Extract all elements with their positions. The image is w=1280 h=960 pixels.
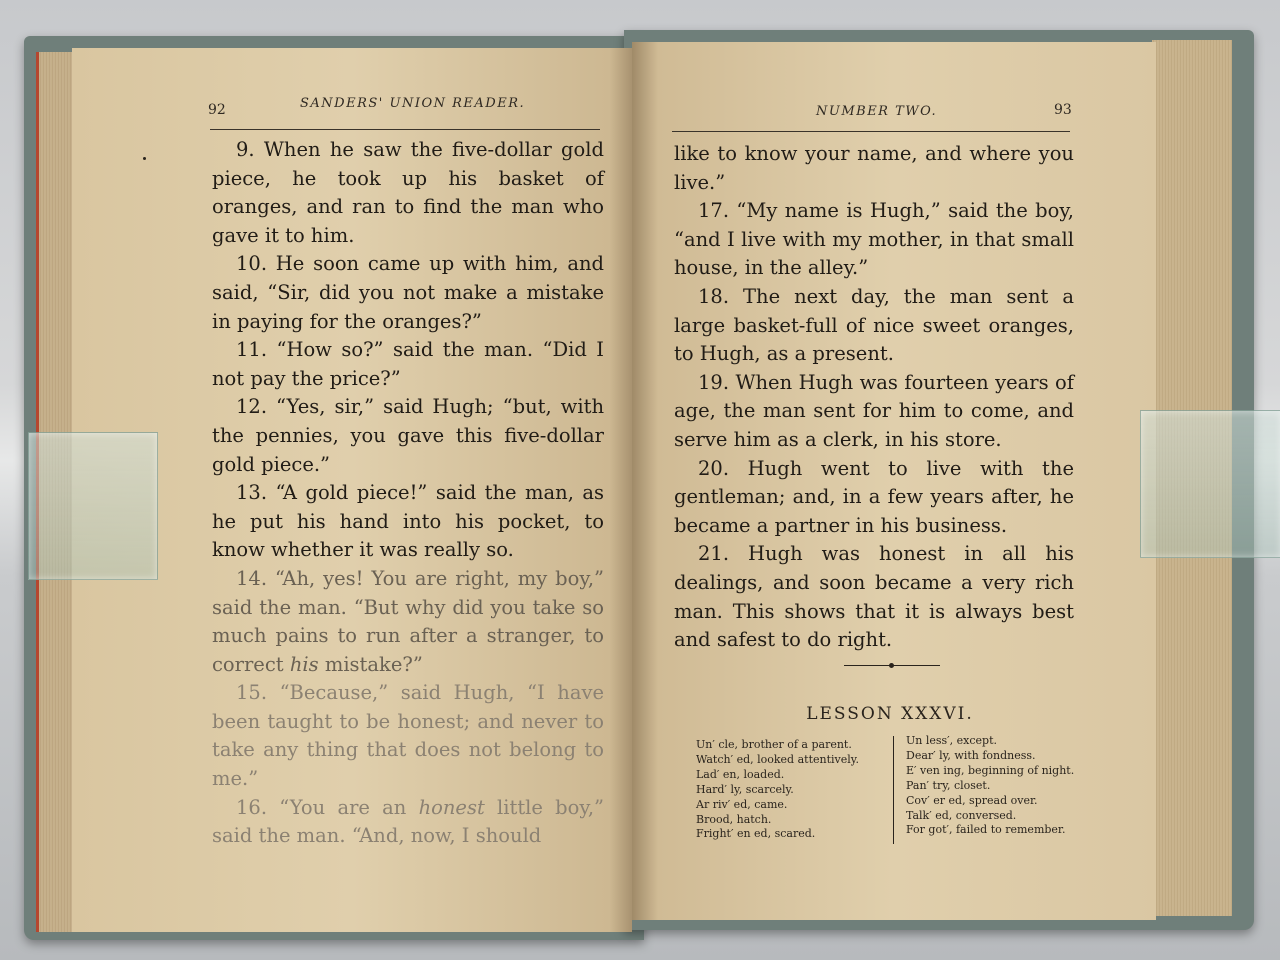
left-header-rule [210, 129, 600, 130]
ornament-dot [889, 663, 894, 668]
vocab-entry: Brood, hatch. [696, 812, 772, 826]
paragraph-14 [212, 565, 604, 679]
paragraph-9: 9. When he saw the five-dollar gold piece, he took up his basket of oranges, and ran to find the man who gave it to him. [212, 138, 604, 247]
vocab-entry: Talk′ ed, conversed. [906, 808, 1017, 822]
vocab-entry: For got′, failed to remember. [906, 823, 1066, 837]
vocab-entry: Cov′ er ed, spread over. [906, 793, 1038, 807]
vocab-entry: Hard′ ly, scarcely. [696, 782, 794, 796]
vocab-entry: Dear′ ly, with fondness. [906, 748, 1036, 762]
paragraph-12: 12. “Yes, sir,” said Hugh; “but, with the pennies, you gave this five-dollar gold piece.” [212, 395, 604, 476]
right-header-rule [672, 131, 1070, 132]
vocabulary-column-right [906, 734, 1074, 838]
vocab-entry: Fright′ en ed, scared. [696, 827, 816, 841]
paragraph-18: 18. The next day, the man sent a large basket-full of nice sweet oranges, to Hugh, as a present. [674, 284, 1074, 366]
right-running-head: NUMBER TWO. [816, 104, 938, 119]
lesson-title: LESSON XXXVI. [806, 704, 974, 724]
paragraph-21: 21. Hugh was honest in all his dealings, and soon became a very rich man. This shows that it is always best and safest to do right. [674, 542, 1074, 652]
paragraph-20: 20. Hugh went to live with the gentleman; and, in a few years after, he became a partner in his business. [674, 456, 1074, 537]
paragraph-16-emphasis: honest [418, 795, 485, 819]
paragraph-13: 13. “A gold piece!” said the man, as he put his hand into his pocket, to know whether it was really so. [212, 481, 604, 562]
right-page-number: 93 [1054, 102, 1072, 118]
vocab-entry: Pan′ try, closet. [906, 778, 991, 792]
vocab-entry: Un less′, except. [906, 734, 998, 747]
paragraph-14-emphasis: his [289, 652, 319, 676]
vocabulary-column-left [696, 738, 859, 842]
paragraph-14-part-b: mistake?” [318, 652, 423, 676]
glass-page-weight-right [1140, 410, 1280, 558]
left-body-text [212, 136, 604, 851]
right-body-text [674, 140, 1074, 655]
vocab-entry: Ar riv′ ed, came. [696, 797, 788, 811]
paragraph-10: 10. He soon came up with him, and said, “Sir, did you not make a mistake in paying for the oranges?” [212, 252, 604, 333]
vocab-entry: Watch′ ed, looked attentively. [696, 752, 860, 766]
section-ornament [844, 664, 940, 668]
glass-page-weight-left [28, 432, 158, 580]
left-running-head: SANDERS' UNION READER. [300, 96, 526, 111]
vocabulary-divider [893, 736, 894, 844]
paragraph-16-part-b: little boy,” said the man. “And, now, I should [212, 795, 604, 848]
vocab-entry: Lad′ en, loaded. [696, 767, 785, 781]
paragraph-14-part-a: 14. “Ah, yes! You are right, my boy,” said the man. “But why did you take so much pains to run after a stranger, to correct [212, 566, 604, 676]
paragraph-15: 15. “Because,” said Hugh, “I have been taught to be honest; and never to take any thing that does not belong to me.” [212, 681, 604, 791]
paragraph-16-part-a: 16. “You are an [236, 795, 419, 819]
paragraph-11: 11. “How so?” said the man. “Did I not pay the price?” [212, 338, 604, 390]
vocab-entry: Un′ cle, brother of a parent. [696, 738, 852, 751]
paragraph-16-continued: like to know your name, and where you live.” [674, 142, 1074, 194]
vocab-entry: E′ ven ing, beginning of night. [906, 763, 1075, 777]
paragraph-16 [212, 794, 604, 851]
paragraph-17: 17. “My name is Hugh,” said the boy, “and I live with my mother, in that small house, in the alley.” [674, 199, 1074, 280]
paragraph-19: 19. When Hugh was fourteen years of age, the man sent for him to come, and serve him as a clerk, in his store. [674, 370, 1074, 451]
ink-speck [143, 157, 146, 160]
left-page-number: 92 [208, 102, 226, 118]
